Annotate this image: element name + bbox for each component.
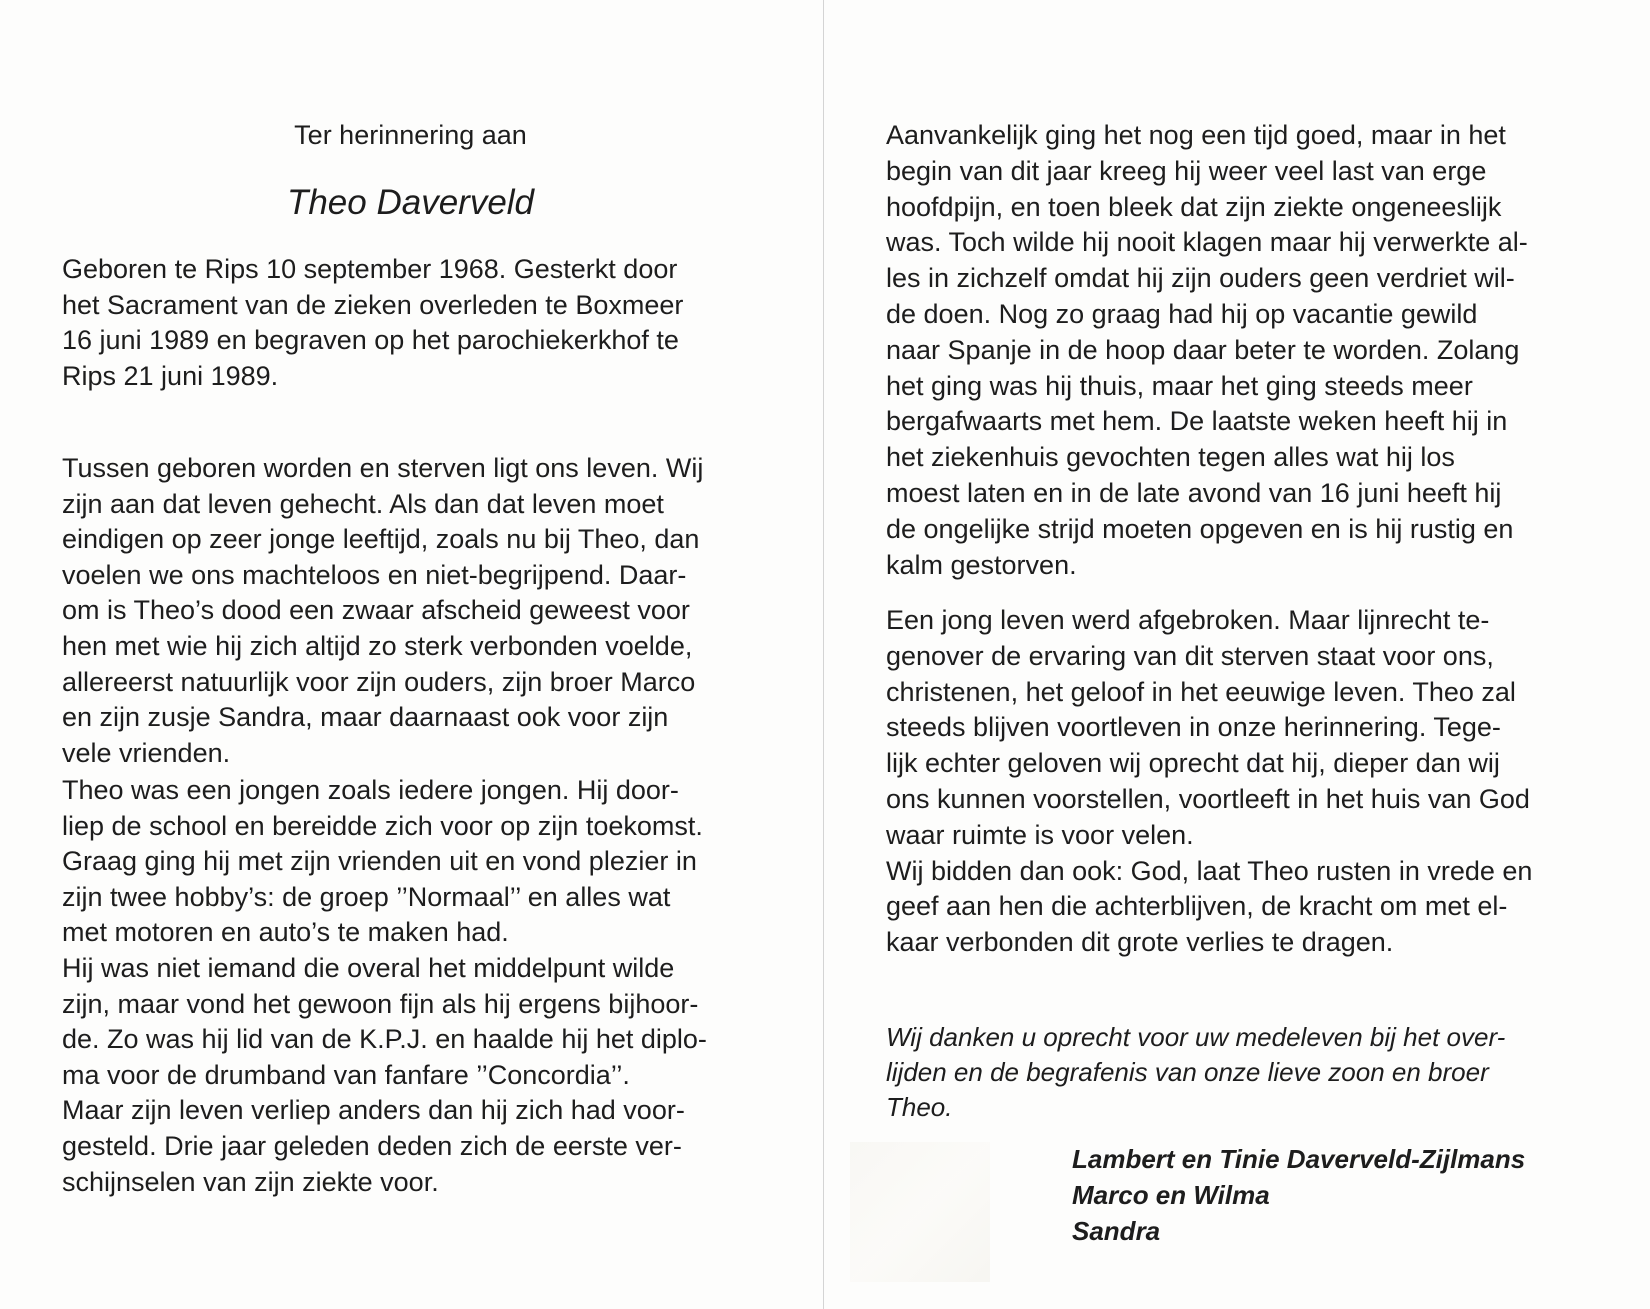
- right-page: [886, 0, 1586, 1309]
- signature-brother: Marco en Wilma: [1072, 1180, 1270, 1210]
- life-story-paragraph: Theo was een jongen zoals iedere jongen. Hij door- liep de school en bereidde zich voor op zijn toekomst. Graag ging hij met zijn vrienden uit en vond plezier in zijn twee hobby’s: de groep ’’Normaal’’ en alles wat met motoren en auto’s te maken had. Hij was niet iemand die overal het middelpunt wilde zijn, maar vond het gewoon fijn als hij ergens bijhoor- de. Zo was hij lid van de K.P.J. en haalde hij het diplo- ma voor de drumband van fanfare ’’Concordia’’. Maar zijn leven verliep anders dan hij zich had voor- gesteld. Drie jaar geleden deden zich de eerste ver- schijnselen van zijn ziekte voor.: [62, 775, 707, 1197]
- birth-death-paragraph: Geboren te Rips 10 september 1968. Gesterkt door het Sacrament van de zieken overleden te Boxmeer 16 juni 1989 en begraven op het parochiekerkhof te Rips 21 juni 1989.: [62, 254, 684, 391]
- faith-paragraph: Een jong leven werd afgebroken. Maar lijnrecht te- genover de ervaring van dit sterven staat voor ons, christenen, het geloof in het eeuwige leven. Theo zal steeds blijven voortleven in onze herinnering. Tege- lijk echter geloven wij oprecht dat hij, dieper dan wij ons kunnen voorstellen, voortleeft in het huis van God waar ruimte is voor velen. Wij bidden dan ook: God, laat Theo rusten in vrede en geef aan hen die achterblijven, de kracht om met el- kaar verbonden dit grote verlies te dragen.: [886, 605, 1533, 958]
- left-page: [62, 0, 759, 1309]
- thanks-text: Wij danken u oprecht voor uw medeleven bij het over- lijden en de begrafenis van onze lieve zoon en broer Theo.: [886, 1022, 1506, 1122]
- reflection-paragraph: Tussen geboren worden en sterven ligt ons leven. Wij zijn aan dat leven gehecht. Als dan dat leven moet eindigen op zeer jonge leeftijd, zoals nu bij Theo, dan voelen we ons machteloos en niet-begrijpend. Daar- om is Theo’s dood een zwaar afscheid geweest voor hen met wie hij zich altijd zo sterk verbonden voelde, allereerst natuurlijk voor zijn ouders, zijn broer Marco en zijn zusje Sandra, maar daarnaast ook voor zijn vele vrienden.: [62, 453, 704, 768]
- fold-line: [823, 0, 824, 1309]
- family-signatures: [1072, 1141, 1592, 1249]
- intro-text: Ter herinnering aan: [294, 120, 527, 150]
- signature-sister: Sandra: [1072, 1216, 1161, 1246]
- illness-paragraph: Aanvankelijk ging het nog een tijd goed, maar in het begin van dit jaar kreeg hij weer veel last van erge hoofdpijn, en toen bleek dat zijn ziekte ongeneeslijk was. Toch wilde hij nooit klagen maar hij verwerkte al- les in zichzelf omdat hij zijn ouders geen verdriet wil- de doen. Nog zo graag had hij op vacantie gewild naar Spanje in de hoop daar beter te worden. Zolang het ging was hij thuis, maar het ging steeds meer bergafwaarts met hem. De laatste weken heeft hij in het ziekenhuis gevochten tegen alles wat hij los moest laten en in de late avond van 16 juni heeft hij de ongelijke strijd moeten opgeven en is hij rustig en kalm gestorven.: [886, 120, 1528, 580]
- deceased-name: Theo Daverveld: [286, 183, 535, 222]
- signature-parents: Lambert en Tinie Daverveld-Zijlmans: [1072, 1144, 1526, 1174]
